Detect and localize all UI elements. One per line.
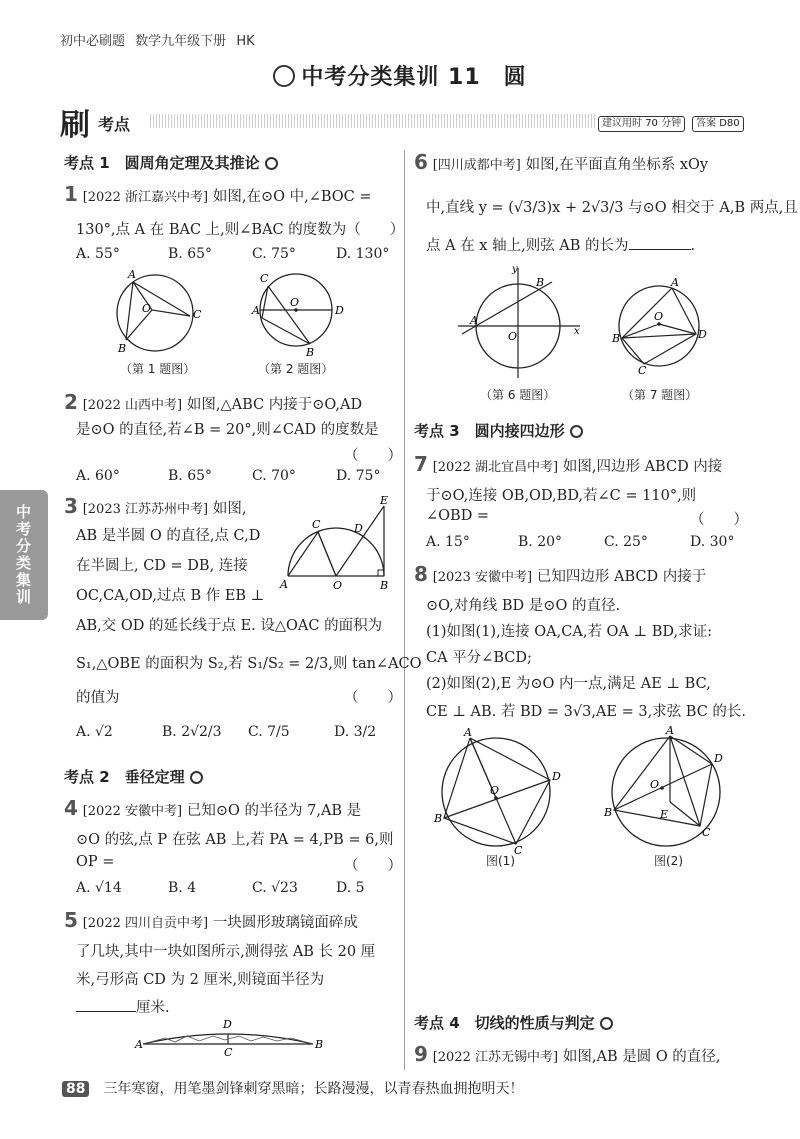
svg-text:O: O [654, 310, 664, 323]
svg-text:A: A [470, 314, 478, 327]
svg-text:E: E [380, 494, 389, 507]
q7-line3: ∠OBD = [426, 508, 490, 524]
svg-text:O: O [290, 296, 300, 309]
svg-text:B: B [118, 342, 127, 355]
svg-text:O: O [490, 784, 500, 797]
svg-text:D: D [223, 1018, 232, 1031]
q6-line2: 中,直线 y = (√3/3)x + 2√3/3 与⊙O 相交于 A,B 两点,且 [426, 200, 798, 216]
q8-line2: ⊙O,对角线 BD 是⊙O 的直径. [426, 598, 621, 614]
svg-text:C: C [702, 826, 711, 839]
topic-4: 考点 4 切线的性质与判定 [414, 1012, 613, 1033]
svg-text:B: B [306, 346, 315, 359]
svg-text:A: A [128, 268, 136, 281]
svg-text:B: B [434, 812, 443, 825]
svg-text:A: A [671, 276, 679, 289]
book-name: 初中必刷题 [60, 34, 126, 49]
svg-text:O: O [142, 302, 152, 315]
q2-paren: （ ） [344, 448, 402, 464]
q3-line3: 在半圆上, CD = DB, 连接 [76, 558, 248, 574]
svg-text:B: B [315, 1038, 324, 1051]
q4-line2: ⊙O 的弦,点 P 在弦 AB 上,若 PA = 4,PB = 6,则 [76, 832, 394, 848]
q4-paren: （ ） [344, 858, 402, 874]
q8-line4: CA 平分∠BCD; [426, 650, 532, 666]
svg-text:A: A [666, 724, 674, 737]
answer-blank[interactable] [629, 249, 691, 250]
svg-text:B: B [380, 579, 389, 592]
svg-text:y: y [512, 264, 518, 275]
q3-option-d: D. 3/2 [334, 724, 377, 740]
q4-option-c: C. √23 [252, 880, 298, 896]
svg-text:C: C [312, 518, 321, 531]
figure-q3 [280, 494, 395, 594]
question-1: 1 [2022 浙江嘉兴中考] 如图,在⊙O 中,∠BOC = [64, 182, 372, 206]
page-title: 中考分类集训 11 圆 [0, 60, 800, 91]
figure-q5 [135, 1016, 325, 1058]
svg-text:A: A [280, 578, 288, 591]
q7-option-a: A. 15° [426, 534, 470, 550]
q4-option-d: D. 5 [336, 880, 365, 896]
q5-line2: 了几块,其中一块如图所示,测得弦 AB 长 20 厘 [76, 944, 376, 960]
dotted-divider [150, 114, 595, 128]
caption-fig6: （第 6 题图） [480, 388, 556, 402]
svg-text:B: B [604, 806, 613, 819]
svg-text:O: O [333, 579, 343, 592]
q2-option-c: C. 70° [252, 468, 296, 484]
target-icon [265, 157, 278, 170]
q3-line5: AB,交 OD 的延长线于点 E. 设△OAC 的面积为 [76, 618, 383, 634]
q8-line5: (2)如图(2),E 为⊙O 内一点,满足 AE ⊥ BC, [426, 676, 711, 692]
compass-icon [273, 65, 295, 87]
svg-text:B: B [612, 332, 621, 345]
subject-name: 数学九年级下册 [135, 34, 227, 49]
topic-2: 考点 2 垂径定理 [64, 766, 203, 787]
figure-q2 [248, 268, 358, 358]
q4-line3: OP = [76, 854, 115, 870]
q1-option-c: C. 75° [252, 246, 296, 262]
q8-line6: CE ⊥ AB. 若 BD = 3√3,AE = 3,求弦 BC 的长. [426, 704, 747, 720]
q2-option-d: D. 75° [336, 468, 381, 484]
q1-option-b: B. 65° [168, 246, 213, 262]
edition-label: HK [236, 34, 255, 49]
svg-text:C: C [260, 272, 269, 285]
caption-fig1: （第 1 题图） [120, 362, 196, 376]
q3-line6: S₁,△OBE 的面积为 S₂,若 S₁/S₂ = 2/3,则 tan∠ACO [76, 656, 422, 672]
target-icon [570, 425, 583, 438]
figure-q7 [604, 276, 714, 376]
question-5: 5 [2022 四川自贡中考] 一块圆形玻璃镜面碎成 [64, 908, 358, 932]
q5-line4: 厘米. [76, 996, 170, 1017]
q3-paren: （ ） [344, 690, 402, 706]
svg-text:B: B [536, 276, 545, 289]
caption-fig7: （第 7 题图） [622, 388, 698, 402]
question-4: 4 [2022 安徽中考] 已知⊙O 的半径为 7,AB 是 [64, 796, 362, 820]
q2-line2: 是⊙O 的直径,若∠B = 20°,则∠CAD 的度数是 [76, 422, 379, 438]
q4-option-a: A. √14 [76, 880, 122, 896]
q1-line2: 130°,点 A 在 BAC 上,则∠BAC 的度数为（ ） [76, 222, 405, 238]
topic-3: 考点 3 圆内接四边形 [414, 420, 583, 441]
target-icon [600, 1017, 613, 1030]
side-tab: 中考分类集训 [0, 490, 48, 620]
q7-option-d: D. 30° [690, 534, 735, 550]
svg-text:C: C [193, 308, 202, 321]
figure-q6 [452, 264, 592, 384]
q7-paren: （ ） [690, 512, 748, 528]
caption-fig8-2: 图(2) [654, 854, 683, 868]
svg-text:D: D [698, 328, 707, 341]
topic-1: 考点 1 圆周角定理及其推论 [64, 152, 278, 173]
question-9: 9 [2022 江苏无锡中考] 如图,AB 是圆 O 的直径, [414, 1042, 721, 1066]
svg-text:E: E [660, 808, 669, 821]
page-footer [62, 1078, 523, 1098]
figure-q8-1 [430, 726, 570, 857]
figure-q8-2 [600, 726, 740, 850]
question-3: 3 [2023 江苏苏州中考] 如图, [64, 494, 247, 518]
q6-line3: 点 A 在 x 轴上,则弦 AB 的长为 . [426, 238, 696, 254]
svg-text:D: D [354, 522, 363, 535]
caption-fig2: （第 2 题图） [258, 362, 334, 376]
svg-text:O: O [508, 330, 518, 343]
section-label: 考点 [98, 115, 131, 134]
question-8: 8 [2023 安徽中考] 已知四边形 ABCD 内接于 [414, 562, 707, 586]
svg-text:D: D [552, 770, 561, 783]
q2-option-a: A. 60° [76, 468, 120, 484]
q8-line3: (1)如图(1),连接 OA,CA,若 OA ⊥ BD,求证: [426, 624, 713, 640]
section-mark: 刷 [60, 108, 90, 143]
svg-text:A: A [135, 1038, 143, 1051]
q3-option-c: C. 7/5 [248, 724, 290, 740]
svg-text:A: A [252, 304, 260, 317]
q2-option-b: B. 65° [168, 468, 213, 484]
q5-line3: 米,弓形高 CD 为 2 厘米,则镜面半径为 [76, 972, 325, 988]
q7-option-b: B. 20° [518, 534, 563, 550]
question-2: 2 [2022 山西中考] 如图,△ABC 内接于⊙O,AD [64, 390, 363, 414]
figure-q1 [100, 268, 210, 358]
svg-text:C: C [638, 364, 647, 377]
svg-text:A: A [464, 726, 472, 739]
answer-blank[interactable] [76, 1011, 136, 1012]
svg-text:C: C [514, 844, 523, 857]
svg-text:D: D [335, 304, 344, 317]
q3-line2: AB 是半圆 O 的直径,点 C,D [76, 528, 261, 544]
target-icon [190, 771, 203, 784]
q4-option-b: B. 4 [168, 880, 197, 896]
question-7: 7 [2022 湖北宜昌中考] 如图,四边形 ABCD 内接 [414, 452, 723, 476]
q7-line2: 于⊙O,连接 OB,OD,BD,若∠C = 110°,则 [426, 488, 697, 504]
footer-motto: 三年寒窗，用笔墨剑锋刺穿黑暗；长路漫漫，以青春热血拥抱明天！ [103, 1081, 524, 1097]
page-number: 88 [62, 1081, 89, 1097]
q3-option-b: B. 2√2/3 [162, 724, 222, 740]
q3-line4: OC,CA,OD,过点 B 作 EB ⊥ [76, 588, 265, 604]
q7-option-c: C. 25° [604, 534, 648, 550]
svg-text:x: x [574, 326, 580, 337]
svg-text:D: D [714, 752, 723, 765]
column-divider [404, 150, 405, 1070]
caption-fig8-1: 图(1) [486, 854, 515, 868]
svg-text:O: O [650, 778, 660, 791]
q1-option-d: D. 130° [336, 246, 390, 262]
time-tag: 建议用时 70 分钟 [598, 116, 685, 132]
book-header [60, 30, 261, 49]
svg-text:C: C [224, 1046, 233, 1059]
question-6: 6 [四川成都中考] 如图,在平面直角坐标系 xOy [414, 150, 709, 174]
q3-option-a: A. √2 [76, 724, 113, 740]
answer-tag: 答案 D80 [692, 116, 744, 132]
q1-option-a: A. 55° [76, 246, 120, 262]
q3-line7: 的值为 [76, 690, 120, 706]
